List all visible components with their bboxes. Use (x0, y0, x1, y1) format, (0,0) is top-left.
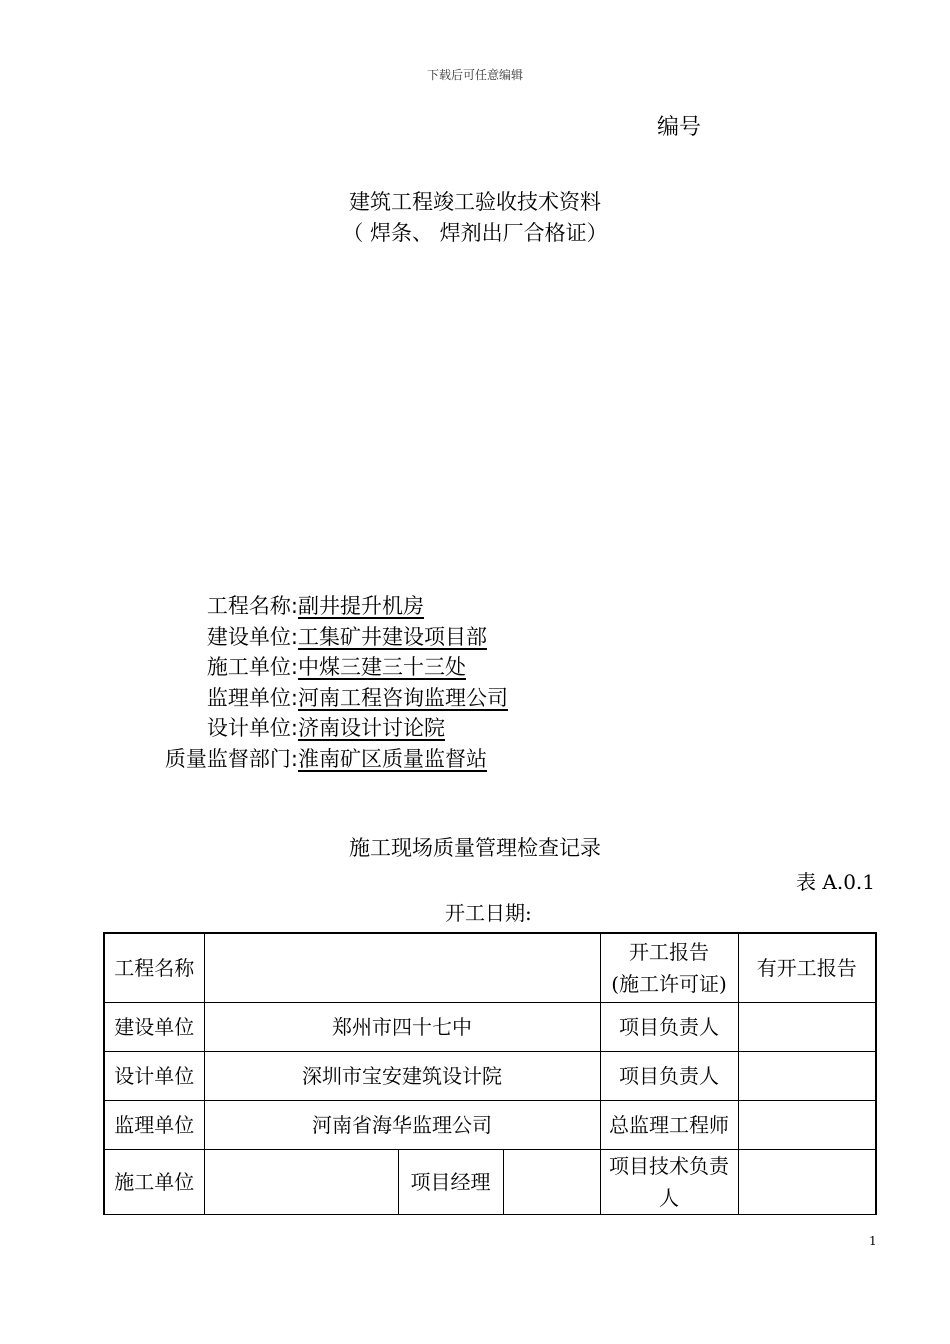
table-cell-label: 监理单位 (104, 1101, 204, 1150)
table-cell-label: 设计单位 (104, 1052, 204, 1101)
info-label: 监理单位: (206, 685, 298, 710)
table-cell-label: 项目负责人 (600, 1052, 738, 1101)
table-cell-value (738, 1101, 876, 1150)
info-row-supervisor (130, 682, 508, 713)
info-row-project-name (130, 590, 508, 621)
table-cell-value: 河南省海华监理公司 (204, 1101, 600, 1150)
table-cell-value (738, 1052, 876, 1101)
table-row (104, 1003, 876, 1052)
page-number: 1 (869, 1234, 877, 1248)
table-cell-value (738, 1003, 876, 1052)
info-row-quality-dept (130, 743, 508, 774)
start-date-label: 开工日期: (445, 901, 532, 925)
info-label: 建设单位: (206, 624, 298, 649)
table-cell-label: 项目经理 (398, 1150, 503, 1215)
table-cell-value (738, 1150, 876, 1215)
info-label: 施工单位: (206, 655, 298, 680)
table-row (104, 933, 876, 1003)
table-cell-label: 总监理工程师 (600, 1101, 738, 1150)
table-cell-value: 郑州市四十七中 (204, 1003, 600, 1052)
info-value: 副井提升机房 (298, 594, 424, 619)
info-value: 工集矿井建设项目部 (298, 624, 487, 649)
document-number-label: 编号 (657, 115, 702, 140)
document-subtitle: （ 焊条、 焊剂出厂合格证） (342, 221, 608, 245)
table-cell-label: 工程名称 (104, 933, 204, 1003)
table-cell-value (204, 1150, 398, 1215)
table-row (104, 1101, 876, 1150)
project-info-block (130, 590, 508, 773)
table-cell-label: 建设单位 (104, 1003, 204, 1052)
table-cell-label: 施工单位 (104, 1150, 204, 1215)
table-cell-label: 项目负责人 (600, 1003, 738, 1052)
inspection-record-table (103, 932, 877, 1215)
table-cell-label: 开工报告 (施工许可证) (600, 933, 738, 1003)
document-title: 建筑工程竣工验收技术资料 (349, 190, 601, 214)
table-cell-label: 项目技术负责人 (600, 1150, 738, 1215)
table-row (104, 1052, 876, 1101)
info-row-construction-unit (130, 621, 508, 652)
record-title: 施工现场质量管理检查记录 (349, 836, 601, 860)
table-cell-value: 有开工报告 (738, 933, 876, 1003)
info-value: 淮南矿区质量监督站 (298, 746, 487, 771)
info-value: 济南设计讨论院 (298, 716, 445, 741)
info-label: 设计单位: (206, 716, 298, 741)
table-row (104, 1150, 876, 1215)
info-label: 工程名称: (206, 594, 298, 619)
header-note: 下载后可任意编辑 (426, 68, 523, 82)
table-cell-value (204, 933, 600, 1003)
info-row-design-unit (130, 712, 508, 743)
info-value: 中煤三建三十三处 (298, 655, 466, 680)
info-label: 质量监督部门: (164, 746, 298, 771)
table-cell-value (503, 1150, 600, 1215)
info-value: 河南工程咨询监理公司 (298, 685, 508, 710)
info-row-contractor (130, 651, 508, 682)
table-cell-value: 深圳市宝安建筑设计院 (204, 1052, 600, 1101)
form-code: 表 A.0.1 (796, 870, 875, 894)
